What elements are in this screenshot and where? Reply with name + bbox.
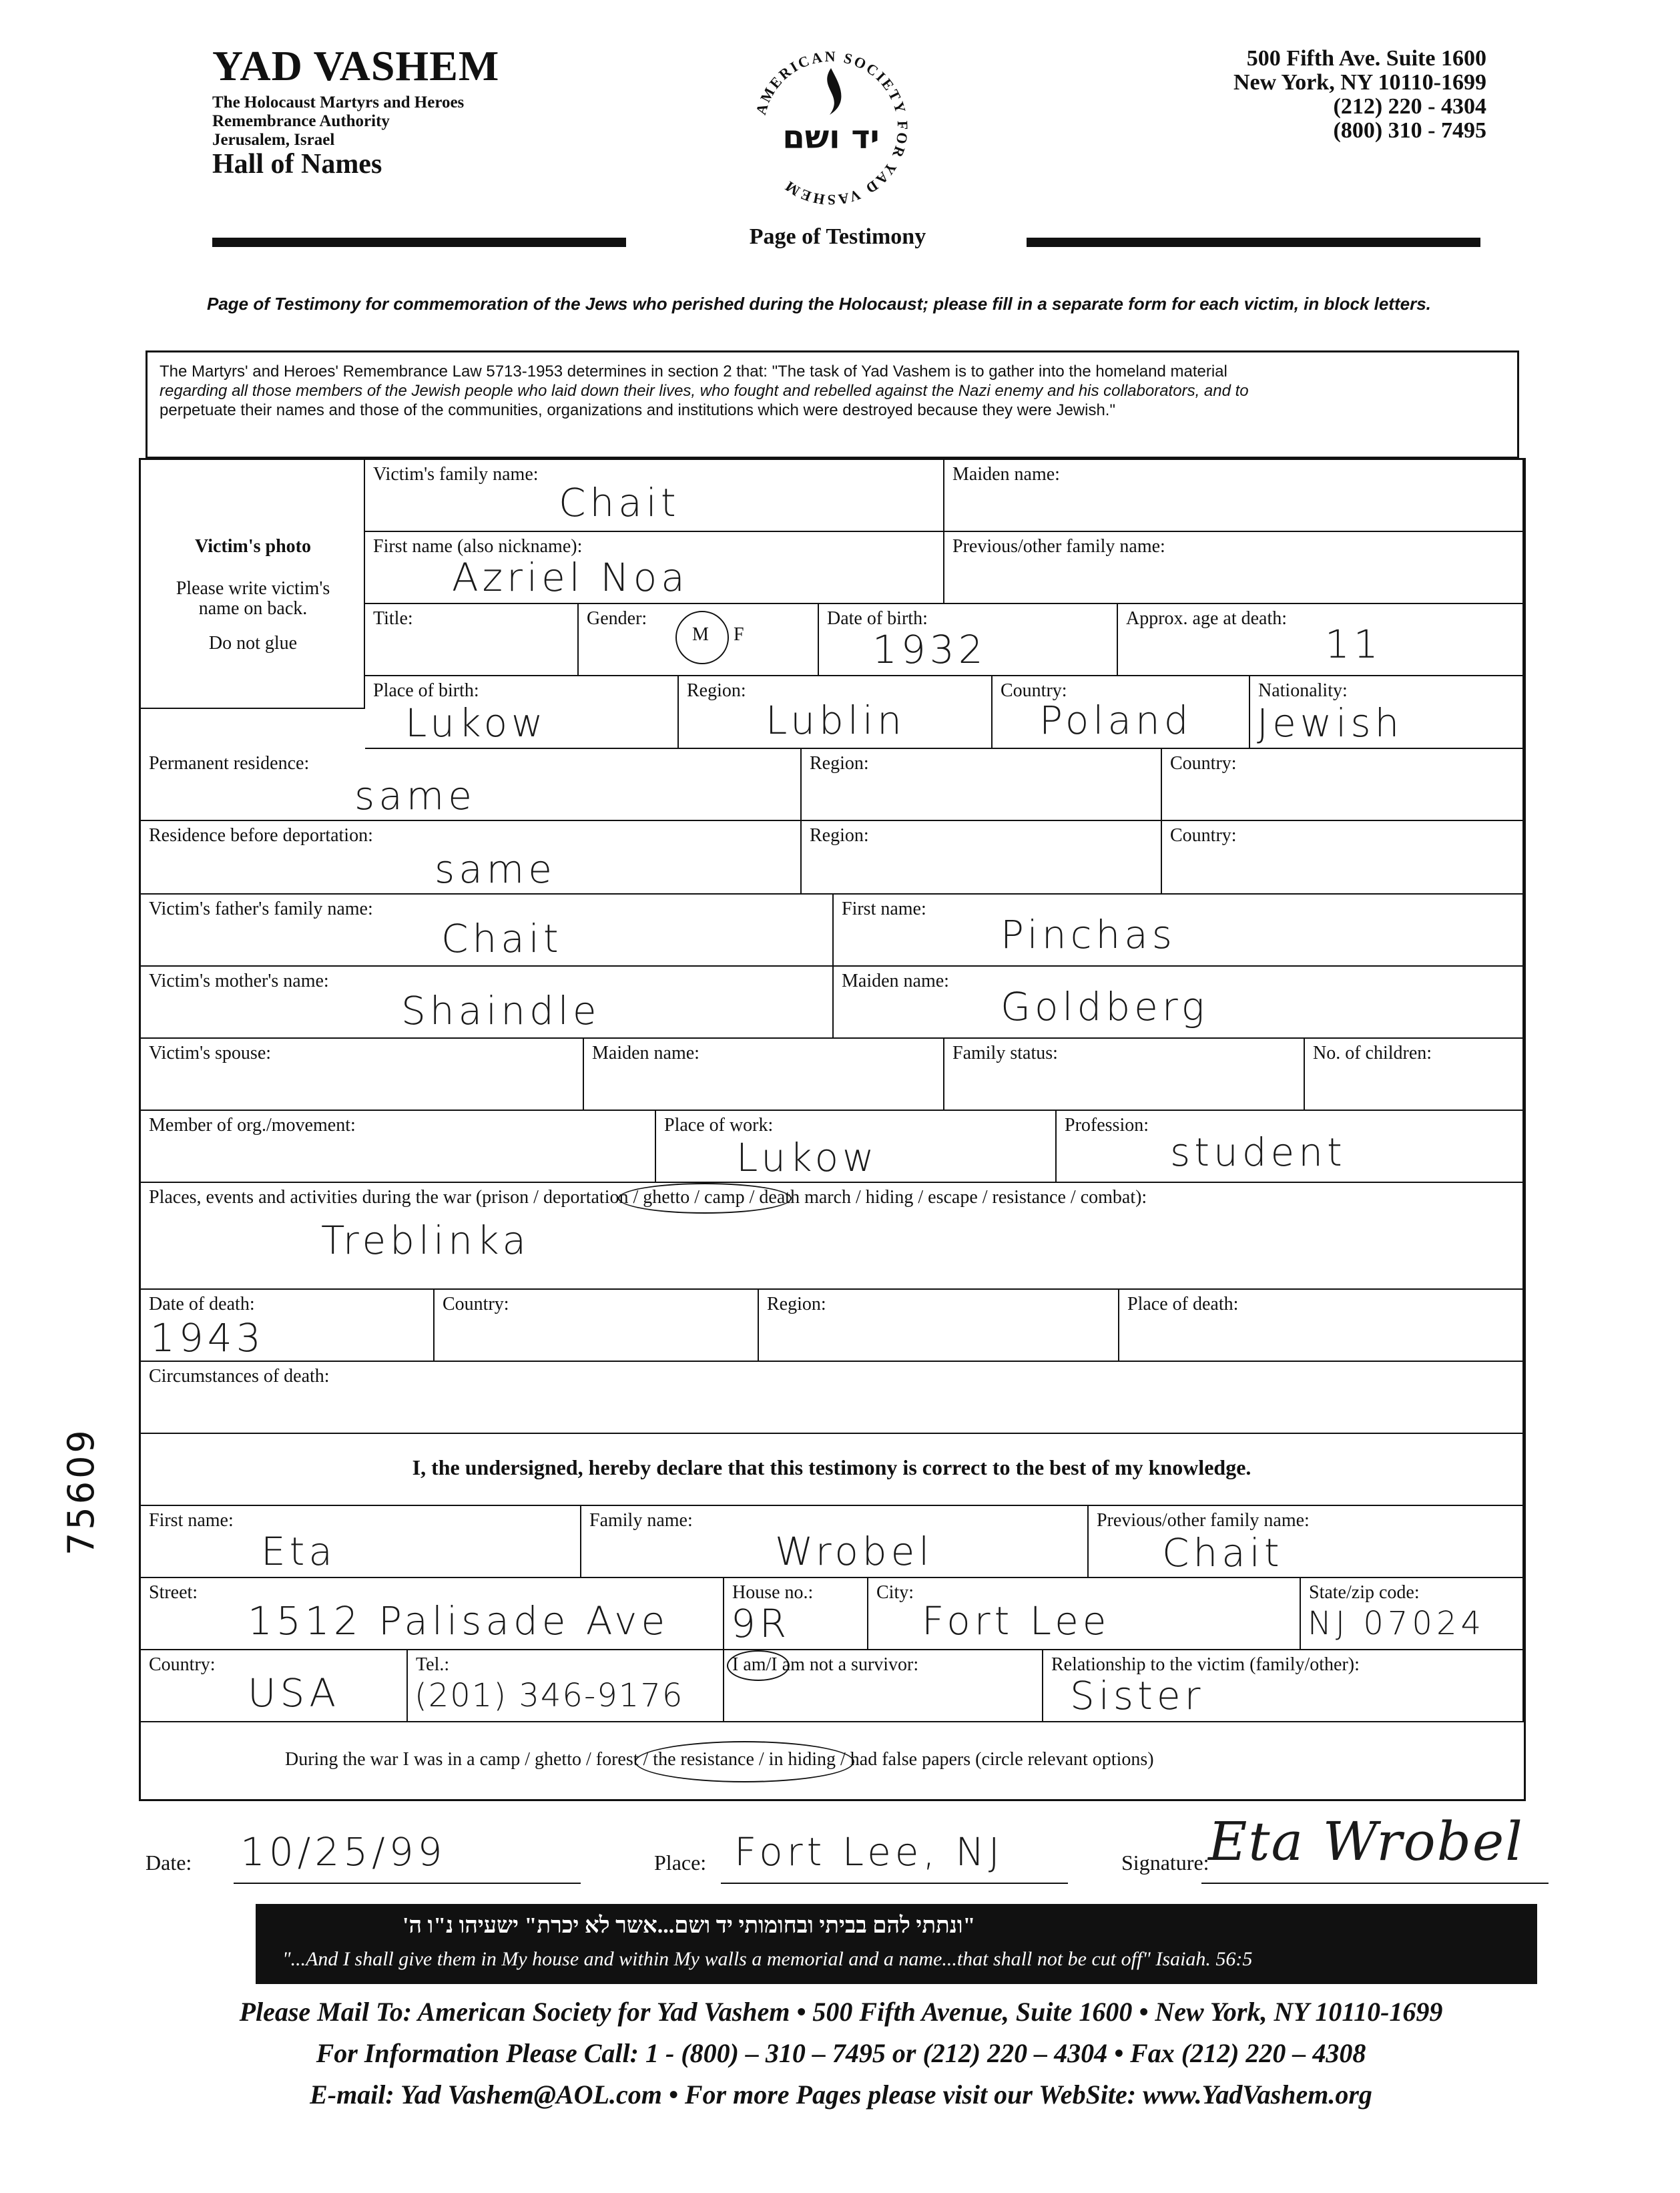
flame-icon: [827, 68, 841, 115]
family-name-field[interactable]: [365, 460, 944, 532]
first-name-value: Azriel Noa: [452, 555, 689, 600]
tel-label: Tel.:: [416, 1654, 450, 1675]
date-label: Date:: [146, 1851, 192, 1875]
submitter-prev-name-value: Chait: [1162, 1530, 1284, 1575]
signature-value: Eta Wrobel: [1208, 1810, 1524, 1873]
submitter-family-name-field[interactable]: [581, 1506, 1089, 1578]
spouse-maiden-name-field[interactable]: [584, 1039, 944, 1111]
gender-f-option[interactable]: F: [734, 624, 744, 645]
house-no-value: 9R: [731, 1601, 791, 1646]
title-label: Title:: [373, 608, 413, 629]
place-of-death-label: Place of death:: [1127, 1294, 1239, 1314]
photo-title: Victim's photo: [195, 536, 311, 557]
declaration: I, the undersigned, hereby declare that this testimony is correct to the best of my knowledge.: [141, 1434, 1524, 1506]
maiden-name-label: Maiden name:: [952, 464, 1060, 485]
survivor-field[interactable]: [724, 1650, 1043, 1722]
dob-field[interactable]: [819, 604, 1118, 676]
birth-country-label: Country:: [1001, 680, 1067, 701]
city-value: Fort Lee: [922, 1598, 1111, 1644]
circumstances-field[interactable]: [141, 1362, 1524, 1434]
street-value: 1512 Palisade Ave: [248, 1598, 669, 1644]
spouse-maiden-name-label: Maiden name:: [592, 1043, 699, 1063]
tel-field[interactable]: [408, 1650, 724, 1722]
signature-label: Signature:: [1121, 1851, 1209, 1875]
age-at-death-label: Approx. age at death:: [1126, 608, 1288, 629]
children-field[interactable]: [1305, 1039, 1524, 1111]
family-name-value: Chait: [559, 480, 680, 525]
dob-label: Date of birth:: [827, 608, 928, 629]
city-field[interactable]: [868, 1578, 1301, 1650]
nationality-label: Nationality:: [1258, 680, 1348, 701]
doc-title: Page of Testimony: [749, 224, 926, 249]
forest-resistance-circle-mark: [635, 1741, 854, 1782]
date-line[interactable]: [234, 1883, 581, 1884]
father-family-name-label: Victim's father's family name:: [149, 899, 373, 919]
death-country-label: Country:: [443, 1294, 509, 1314]
father-family-name-value: Chait: [441, 916, 563, 961]
logo-ring-text: AMERICAN SOCIETY FOR YAD VASHEM: [752, 47, 911, 209]
law-box: [146, 350, 1519, 459]
deportation-country-field[interactable]: [1162, 821, 1524, 895]
submitter-family-name-label: Family name:: [589, 1510, 693, 1531]
date-of-death-label: Date of death:: [149, 1294, 255, 1314]
street-field[interactable]: [141, 1578, 724, 1650]
place-of-work-value: Lukow: [736, 1135, 878, 1180]
law-line1: The Martyrs' and Heroes' Remembrance Law 5713-1953 determines in section 2 that: "The task of Yad Vashem is to gather into the homeland material: [160, 362, 1227, 381]
mother-maiden-name-field[interactable]: [834, 967, 1524, 1039]
place-of-death-field[interactable]: [1119, 1290, 1524, 1362]
war-places-value: Treblinka: [321, 1218, 531, 1263]
info-phone: For Information Please Call: 1 - (800) – 310 – 7495 or (212) 220 – 4304 • Fax (212) 220 – 4308: [316, 2038, 1366, 2068]
quote-hebrew: "ונתתי להם בביתי ובחומותי יד ושם...אשר לא יכרת" ישעיהו נ"ו ה': [402, 1913, 976, 1938]
residence-country-label: Country:: [1170, 753, 1237, 774]
permanent-residence-field[interactable]: [141, 749, 802, 821]
mother-maiden-name-value: Goldberg: [1001, 984, 1209, 1029]
family-name-label: Victim's family name:: [373, 464, 539, 485]
family-status-field[interactable]: [944, 1039, 1305, 1111]
submitter-first-name-field[interactable]: [141, 1506, 581, 1578]
father-family-name-field[interactable]: [141, 895, 834, 967]
org-subtitle: [212, 93, 464, 150]
relationship-field[interactable]: [1043, 1650, 1524, 1722]
spouse-field[interactable]: [141, 1039, 584, 1111]
birth-region-value: Lublin: [766, 698, 906, 743]
phone-2: (800) 310 - 7495: [1333, 118, 1486, 143]
quote-english: "...And I shall give them in My house and within My walls a memorial and a name...that shall not be cut off" Isaiah. 56:5: [282, 1948, 1253, 1970]
circumstances-label: Circumstances of death:: [149, 1366, 330, 1387]
intro-text: Page of Testimony for commemoration of the Jews who perished during the Holocaust; please fill in a separate form for each victim, in block letters.: [207, 294, 1431, 314]
profession-label: Profession:: [1065, 1115, 1149, 1136]
mother-maiden-name-label: Maiden name:: [842, 971, 949, 991]
city-label: City:: [876, 1582, 914, 1603]
residence-country-field[interactable]: [1162, 749, 1524, 821]
relationship-label: Relationship to the victim (family/other):: [1051, 1654, 1360, 1675]
spouse-label: Victim's spouse:: [149, 1043, 272, 1063]
state-zip-label: State/zip code:: [1309, 1582, 1420, 1603]
place-of-birth-value: Lukow: [405, 700, 547, 746]
nationality-field[interactable]: [1250, 676, 1524, 749]
father-first-name-label: First name:: [842, 899, 926, 919]
permanent-residence-label: Permanent residence:: [149, 753, 310, 774]
date-value: 10/25/99: [240, 1829, 447, 1875]
photo-area: [141, 460, 365, 709]
address-line2: New York, NY 10110-1699: [1233, 70, 1486, 95]
phone-1: (212) 220 - 4304: [1333, 94, 1486, 119]
org-member-field[interactable]: [141, 1111, 656, 1183]
tel-value: (201) 346-9176: [414, 1677, 684, 1714]
submitter-country-field[interactable]: [141, 1650, 408, 1722]
residence-before-deportation-value: same: [435, 846, 556, 892]
state-zip-value: NJ 07024: [1308, 1605, 1486, 1642]
law-line2: regarding all those members of the Jewish people who laid down their lives, who fought and rebelled against the Nazi enemy and his collaborators, and to: [160, 382, 1249, 400]
mother-name-value: Shaindle: [401, 988, 601, 1033]
mother-name-label: Victim's mother's name:: [149, 971, 329, 991]
death-country-field[interactable]: [435, 1290, 759, 1362]
nationality-value: Jewish: [1257, 700, 1404, 746]
family-status-label: Family status:: [952, 1043, 1058, 1063]
war-places-field[interactable]: [141, 1183, 1524, 1290]
first-name-label: First name (also nickname):: [373, 536, 583, 557]
org-subtitle-line1: The Holocaust Martyrs and Heroes: [212, 93, 465, 111]
header-rule-right: [1027, 238, 1480, 247]
yad-vashem-logo: [751, 41, 911, 215]
logo-hebrew: יד ושם: [782, 119, 880, 156]
relationship-value: Sister: [1070, 1673, 1205, 1718]
prev-family-name-label: Previous/other family name:: [952, 536, 1165, 557]
date-of-death-field[interactable]: [141, 1290, 435, 1362]
survivor-circle-mark: [727, 1650, 790, 1681]
prev-family-name-field[interactable]: [944, 532, 1524, 604]
submitter-family-name-value: Wrobel: [775, 1529, 934, 1574]
place-line[interactable]: [721, 1883, 1068, 1884]
submitter-first-name-value: Eta: [261, 1529, 336, 1574]
mother-name-field[interactable]: [141, 967, 834, 1039]
place-label: Place:: [654, 1851, 707, 1875]
birth-country-field[interactable]: [993, 676, 1250, 749]
permanent-residence-value: same: [354, 773, 476, 818]
birth-country-value: Poland: [1039, 698, 1193, 743]
birth-region-field[interactable]: [679, 676, 993, 749]
submitter-country-value: USA: [248, 1670, 340, 1716]
address-line1: 500 Fifth Ave. Suite 1600: [1246, 46, 1486, 71]
gender-label: Gender:: [587, 608, 647, 629]
title-field[interactable]: [365, 604, 579, 676]
war-options-label: During the war I was in a camp / ghetto / forest / the resistance / in hiding / had false papers (circle relevant options): [285, 1749, 1154, 1770]
signature-line[interactable]: [1201, 1883, 1549, 1884]
house-no-field[interactable]: [724, 1578, 868, 1650]
org-subtitle-line3: Jerusalem, Israel: [212, 131, 335, 149]
street-label: Street:: [149, 1582, 198, 1603]
place-value: Fort Lee, NJ: [734, 1829, 1004, 1875]
gender-field[interactable]: [579, 604, 819, 676]
house-no-label: House no.:: [732, 1582, 814, 1603]
dob-value: 1932: [872, 627, 987, 672]
first-name-field[interactable]: [365, 532, 944, 604]
law-line3: perpetuate their names and those of the communities, organizations and institutions which were destroyed because they were Jewish.": [160, 401, 1115, 419]
isaiah-quote-bar: [256, 1904, 1537, 1984]
deportation-ghetto-circle-mark: [618, 1183, 792, 1214]
father-first-name-field[interactable]: [834, 895, 1524, 967]
residence-before-deportation-label: Residence before deportation:: [149, 825, 373, 846]
state-zip-field[interactable]: [1301, 1578, 1524, 1650]
deportation-country-label: Country:: [1170, 825, 1237, 846]
residence-before-deportation-field[interactable]: [141, 821, 802, 895]
maiden-name-field[interactable]: [944, 460, 1524, 532]
email-website: E-mail: Yad Vashem@AOL.com • For more Pages please visit our WebSite: www.YadVashem.org: [310, 2080, 1372, 2110]
hall-of-names: Hall of Names: [212, 149, 382, 180]
residence-region-label: Region:: [810, 753, 869, 774]
org-member-label: Member of org./movement:: [149, 1115, 356, 1136]
gender-m-option[interactable]: M: [692, 624, 709, 645]
photo-note3: Do not glue: [208, 633, 298, 654]
war-places-label: Places, events and activities during the war (prison / deportation / ghetto / camp / death march / hiding / escape / resistance / combat):: [149, 1187, 1147, 1208]
photo-note1: Please write victim's: [176, 578, 330, 599]
org-name: YAD VASHEM: [212, 42, 500, 89]
org-address: [1233, 47, 1486, 143]
place-of-birth-label: Place of birth:: [373, 680, 479, 701]
submitter-prev-name-label: Previous/other family name:: [1097, 1510, 1310, 1531]
photo-note2: name on back.: [198, 598, 308, 619]
mail-to: Please Mail To: American Society for Yad Vashem • 500 Fifth Avenue, Suite 1600 • New York, NY 10110-1699: [239, 1997, 1443, 2027]
org-subtitle-line2: Remembrance Authority: [212, 112, 390, 130]
birth-region-label: Region:: [687, 680, 746, 701]
place-of-work-label: Place of work:: [664, 1115, 774, 1136]
children-label: No. of children:: [1313, 1043, 1432, 1063]
testimony-form: [139, 458, 1526, 1801]
profession-field[interactable]: [1057, 1111, 1524, 1183]
residence-region-field[interactable]: [802, 749, 1162, 821]
submitter-first-name-label: First name:: [149, 1510, 234, 1531]
war-options-field[interactable]: [141, 1722, 1524, 1799]
age-at-death-value: 11: [1325, 622, 1382, 667]
place-of-birth-field[interactable]: [365, 676, 679, 749]
header-rule-left: [212, 238, 626, 247]
submitter-country-label: Country:: [149, 1654, 216, 1675]
age-at-death-field[interactable]: [1118, 604, 1524, 676]
margin-number: 75609: [60, 1427, 102, 1555]
deportation-region-field[interactable]: [802, 821, 1162, 895]
deportation-region-label: Region:: [810, 825, 869, 846]
father-first-name-value: Pinchas: [1001, 912, 1176, 957]
profession-value: student: [1170, 1130, 1346, 1175]
date-of-death-value: 1943: [150, 1315, 265, 1361]
place-of-work-field[interactable]: [656, 1111, 1057, 1183]
submitter-prev-name-field[interactable]: [1089, 1506, 1524, 1578]
death-region-label: Region:: [767, 1294, 826, 1314]
survivor-label: I am/I am not a survivor:: [732, 1654, 919, 1675]
death-region-field[interactable]: [759, 1290, 1119, 1362]
